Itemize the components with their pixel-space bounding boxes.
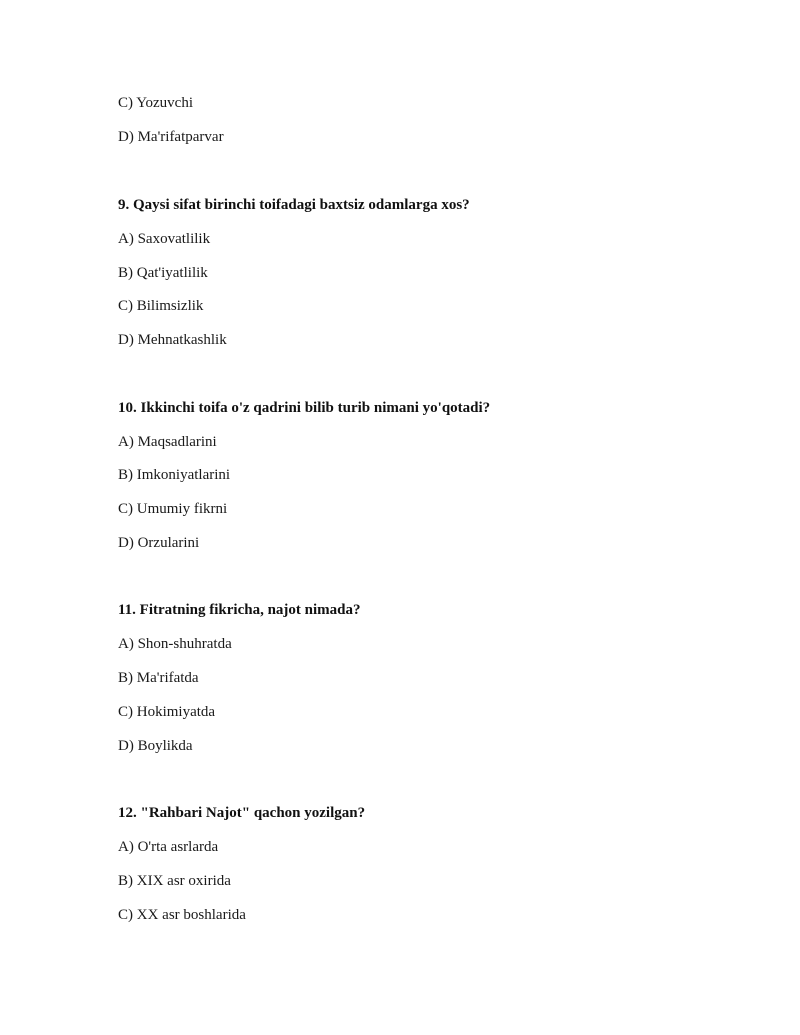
q11-option-b: B) Ma'rifatda [118, 670, 199, 686]
q11-option-d: D) Boylikda [118, 738, 193, 754]
option-d: D) Ma'rifatparvar [118, 129, 224, 145]
q12-option-c: C) XX asr boshlarida [118, 907, 246, 923]
q10-option-d: D) Orzularini [118, 535, 200, 551]
question-10: 10. Ikkinchi toifa o'z qadrini bilib turib nimani yo'qotadi? [118, 400, 491, 416]
q10-option-a: A) Maqsadlarini [118, 434, 217, 450]
question-11: 11. Fitratning fikricha, najot nimada? [118, 602, 361, 618]
q9-option-d: D) Mehnatkashlik [118, 332, 227, 348]
q11-option-c: C) Hokimiyatda [118, 704, 216, 720]
q12-option-b: B) XIX asr oxirida [118, 873, 231, 889]
q11-option-a: A) Shon-shuhratda [118, 636, 232, 652]
q12-option-a: A) O'rta asrlarda [118, 839, 219, 855]
q10-option-b: B) Imkoniyatlarini [118, 467, 231, 483]
question-12: 12. "Rahbari Najot" qachon yozilgan? [118, 805, 366, 821]
q9-option-b: B) Qat'iyatlilik [118, 265, 208, 281]
option-c: C) Yozuvchi [118, 95, 194, 111]
question-9: 9. Qaysi sifat birinchi toifadagi baxtsiz odamlarga xos? [118, 197, 470, 213]
q10-option-c: C) Umumiy fikrni [118, 501, 228, 517]
q9-option-a: A) Saxovatlilik [118, 231, 211, 247]
q9-option-c: C) Bilimsizlik [118, 298, 204, 314]
